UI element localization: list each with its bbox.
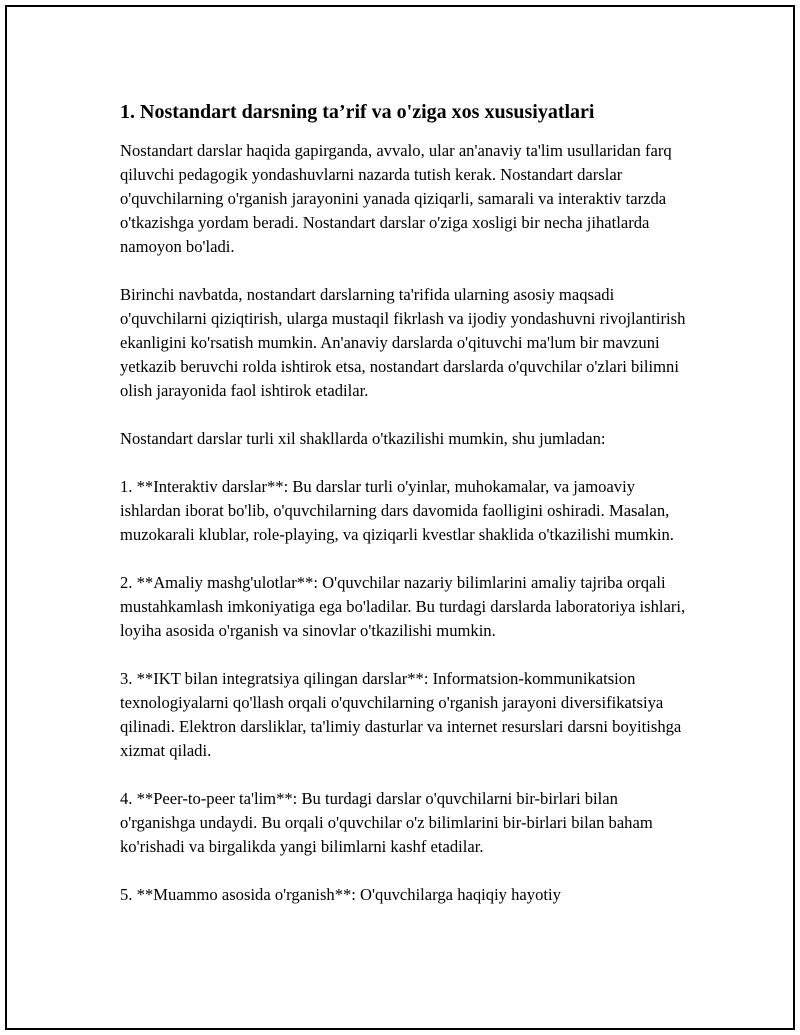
page-frame bbox=[5, 5, 795, 1030]
list-item-problem-based: 5. **Muammo asosida o'rganish**: O'quvchilarga haqiqiy hayotiy bbox=[120, 885, 561, 904]
section-heading: 1. Nostandart darsning ta’rif va o'ziga xos xususiyatlari bbox=[120, 101, 595, 123]
list-item-practical: 2. **Amaliy mashg'ulotlar**: O'quvchilar nazariy bilimlarini amaliy tajriba orqali mustahkamlash imkoniyatiga ega bo'ladilar. Bu turdagi darslarda laboratoriya ishlari, loyiha asosida o'rganish va sinovlar o'tkazilishi mumkin. bbox=[120, 573, 686, 640]
paragraph-forms-intro: Nostandart darslar turli xil shakllarda o'tkazilishi mumkin, shu jumladan: bbox=[120, 429, 606, 448]
list-item-ict: 3. **IKT bilan integratsiya qilingan darslar**: Informatsion-kommunikatsion texnologiyalarni qo'llash orqali o'quvchilarning o'rganish jarayoni diversifikatsiya qilinadi. Elektron darsliklar, ta'limiy dasturlar va internet resurslari darsni boyitishga xizmat qiladi. bbox=[120, 669, 682, 760]
paragraph-definition: Birinchi navbatda, nostandart darslarning ta'rifida ularning asosiy maqsadi o'quvchilarni qiziqtirish, ularga mustaqil fikrlash va ijodiy yondashuvni rivojlantirish ekanligini ko'rsatish mumkin. An'anaviy darslarda o'qituvchi ma'lum bir mavzuni yetkazib beruvchi rolda ishtirok etsa, nostandart darslarda o'quvchilar o'zlari bilimni olish jarayonida faol ishtirok etadilar. bbox=[120, 285, 686, 400]
list-item-peer: 4. **Peer-to-peer ta'lim**: Bu turdagi darslar o'quvchilarni bir-birlari bilan o'rganishga undaydi. Bu orqali o'quvchilar o'z bilimlarini bir-birlari bilan baham ko'rishadi va birgalikda yangi bilimlarni kashf etadilar. bbox=[120, 789, 653, 856]
document-body bbox=[120, 99, 695, 907]
paragraph-intro: Nostandart darslar haqida gapirganda, avvalo, ular an'anaviy ta'lim usullaridan farq qiluvchi pedagogik yondashuvlarni nazarda tutish kerak. Nostandart darslar o'quvchilarning o'rganish jarayonini yanada qiziqarli, samarali va interaktiv tarzda o'tkazishga yordam beradi. Nostandart darslar o'ziga xosligi bir necha jihatlarda namoyon bo'ladi. bbox=[120, 141, 672, 256]
list-item-interactive: 1. **Interaktiv darslar**: Bu darslar turli o'yinlar, muhokamalar, va jamoaviy ishlardan iborat bo'lib, o'quvchilarning dars davomida faolligini oshiradi. Masalan, muzokarali klublar, role-playing, va qiziqarli kvestlar shaklida o'tkazilishi mumkin. bbox=[120, 477, 674, 544]
